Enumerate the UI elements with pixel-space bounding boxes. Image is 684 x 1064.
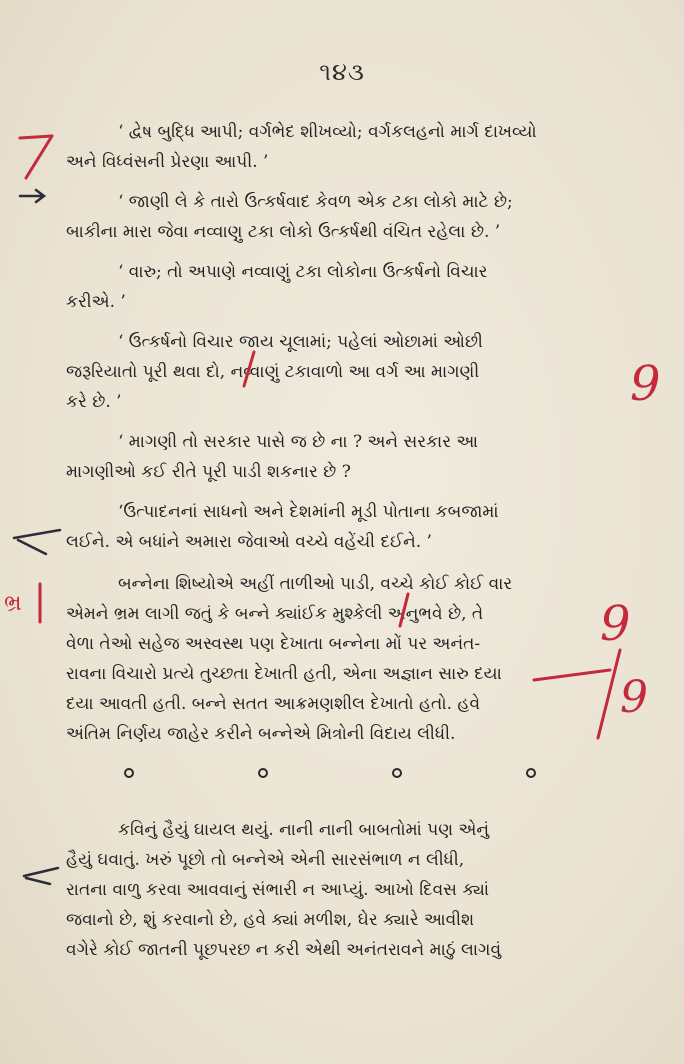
arrow-mark-icon [14,530,60,554]
arrow-mark-icon [24,868,58,884]
section-separator [0,768,684,788]
red-margin-mark [20,136,52,178]
margin-nine-mark: 9 [600,596,631,652]
text-line: અંતિમ નિર્ણય જાહેર કરીને બન્નેએ મિત્રોની વિદાય લીધી. [66,724,456,744]
text-line: લઈને. એ બધાંને અમારા જેવાઓ વચ્ચે વહેંચી દઈને. ’ [66,532,432,552]
text-line: ‘ દ્વેષ બુદ્ધિ આપી; વર્ગભેદ શીખવ્યો; વર્ગકલહનો માર્ગ દાખવ્યો [118,122,537,142]
text-line: બાકીના મારા જેવા નવ્વાણુ ટકા લોકો ઉત્કર્ષથી વંચિત રહેલા છે. ’ [66,222,501,242]
page-number: ૧૪૩ [319,58,365,86]
text-line: ‘ ઉત્કર્ષનો વિચાર જાય ચૂલામાં; પહેલાં ઓછામાં ઓછી [118,332,483,352]
margin-nine-mark: 9 [620,672,648,723]
arrow-mark-icon [20,190,44,202]
margin-note: ભ્ર [4,591,22,616]
separator-dot [392,768,402,778]
margin-nine-mark: 9 [630,356,661,412]
text-line: ‘ જાણી લે કે તારો ઉત્કર્ષવાદ કેવળ એક ટકા લોકો માટે છે; [118,192,513,212]
text-line: એમને ભ્રમ લાગી જતું કે બન્ને ક્યાંઈક મુશ્કેલી અનુભવે છે, તે [66,604,484,624]
text-line: ‘ માગણી તો સરકાર પાસે જ છે ના ? અને સરકાર આ [118,432,479,452]
separator-dot [526,768,536,778]
text-line: કવિનું હૈયું ઘાયલ થયું. નાની નાની બાબતોમાં પણ એનું [118,820,490,840]
text-line: રાવના વિચારો પ્રત્યે તુચ્છતા દેખાતી હતી, એના અજ્ઞાન સારુ દયા [66,664,502,684]
text-line: ‘ વારુ; તો અપાણે નવ્વાણું ટકા લોકોના ઉત્કર્ષનો વિચાર [118,262,488,282]
text-line: માગણીઓ કઈ રીતે પૂરી પાડી શકનાર છે ? [66,462,351,482]
text-line: જરૂરિયાતો પૂરી થવા દો, નવ્વાણું ટકાવાળો આ વર્ગ આ માગણી [66,362,480,382]
text-line: ‘ઉત્પાદનનાં સાધનો અને દેશમાંની મૂડી પોતાના કબજામાં [118,502,499,522]
text-line: કરીએ. ’ [66,292,126,312]
text-line: હૈયું ઘવાતું. ખરું પૂછો તો બન્નેએ એની સારસંભાળ ન લીધી, [66,850,465,870]
text-line: કરે છે. ’ [66,392,122,412]
text-line: વગેરે કોઈ જાતની પૂછપરછ ન કરી એથી અનંતરાવને માઠું લાગવું [66,940,502,960]
separator-dot [124,768,134,778]
text-line: બન્નેના શિષ્યોએ અહીં તાળીઓ પાડી, વચ્ચે કોઈ કોઈ વાર [118,574,513,594]
separator-dot [258,768,268,778]
text-line: રાતના વાળુ કરવા આવવાનું સંભારી ન આપ્યું. આખો દિવસ ક્યાં [66,880,490,900]
text-line: જવાનો છે, શું કરવાનો છે, હવે ક્યાં મળીશ, ઘેર ક્યારે આવીશ [66,910,475,930]
text-line: દયા આવતી હતી. બન્ને સતત આક્રમણશીલ દેખાતો હતો. હવે [66,694,481,714]
text-line: અને વિધ્વંસની પ્રેરણા આપી. ’ [66,152,269,172]
text-line: વેળા તેઓ સહેજ અસ્વસ્થ પણ દેખાતા બન્નેના મોં પર અનંત- [66,634,481,654]
